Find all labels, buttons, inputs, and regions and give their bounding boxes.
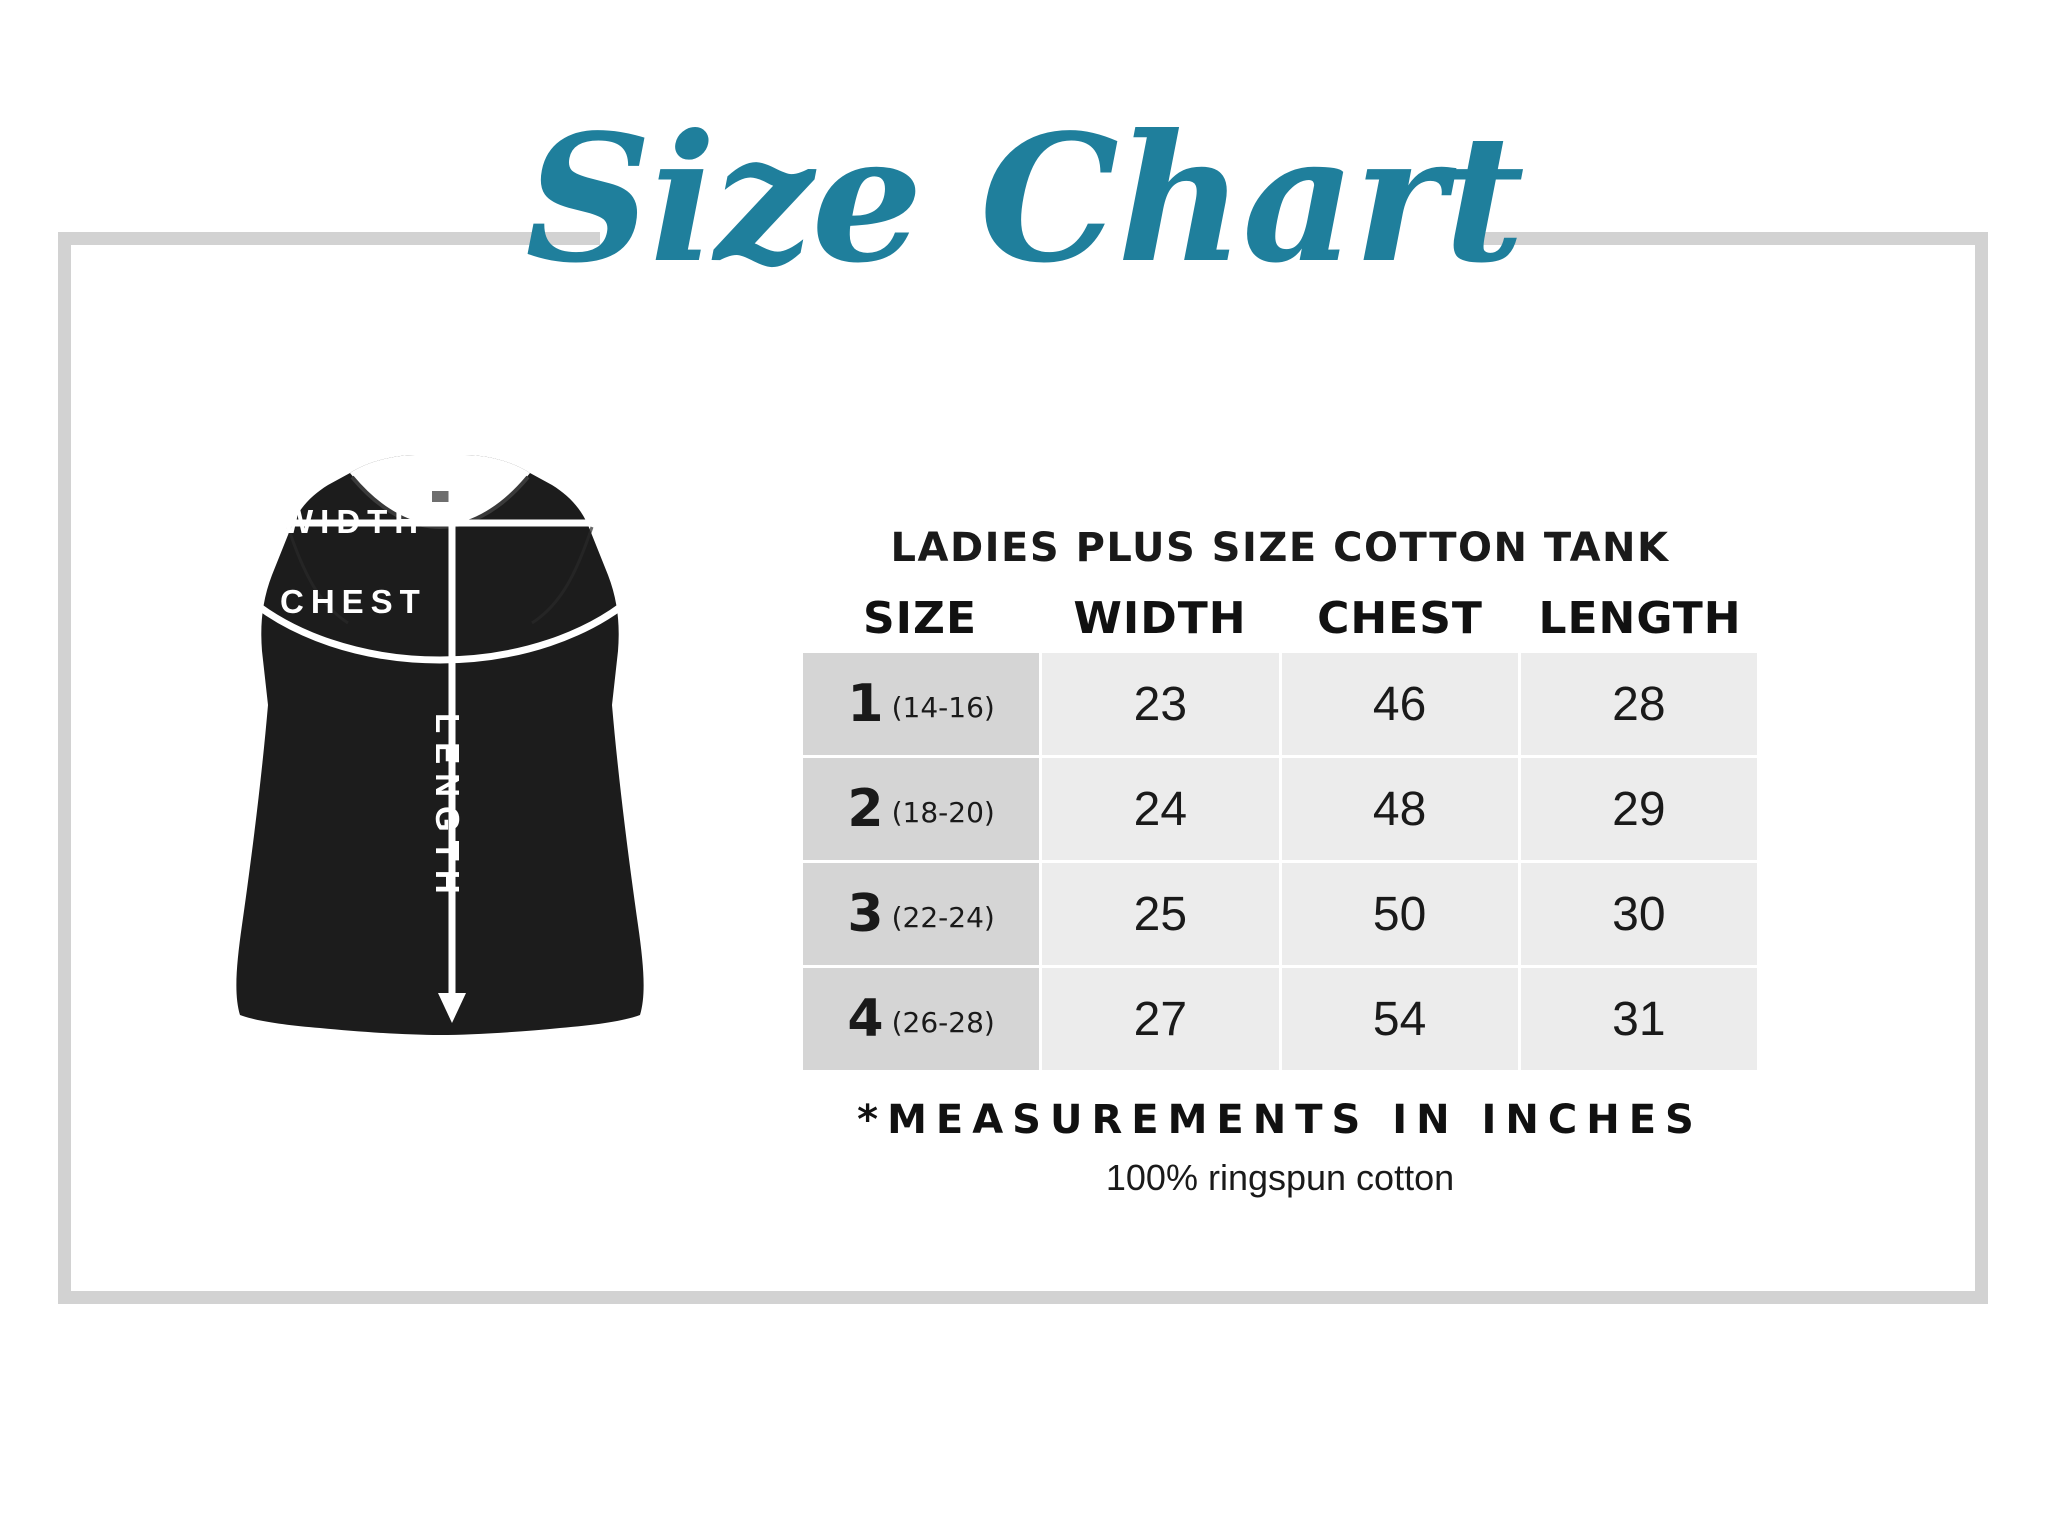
- cell-size: [802, 862, 1041, 967]
- column-header-chest: CHEST: [1317, 593, 1483, 644]
- size-range: (26-28): [891, 1006, 995, 1039]
- column-header-width: WIDTH: [1073, 593, 1247, 644]
- garment-illustration: [200, 455, 680, 1075]
- cell-length: 30: [1519, 862, 1758, 967]
- column-header-size: SIZE: [862, 593, 978, 644]
- size-table: [800, 650, 1760, 1073]
- cell-width: 24: [1041, 757, 1280, 862]
- cell-chest: 46: [1280, 652, 1519, 757]
- cell-size: [802, 967, 1041, 1072]
- label-chest: CHEST: [280, 583, 427, 620]
- cell-width: 25: [1041, 862, 1280, 967]
- cell-length: 31: [1519, 967, 1758, 1072]
- label-length: LENGTH: [429, 713, 466, 903]
- cell-size: [802, 757, 1041, 862]
- table-column-headers: [800, 593, 1760, 650]
- table-row: [802, 967, 1759, 1072]
- cell-length: 29: [1519, 757, 1758, 862]
- size-number: 1: [847, 674, 884, 734]
- size-number: 2: [847, 779, 884, 839]
- cell-chest: 48: [1280, 757, 1519, 862]
- column-header-length: LENGTH: [1538, 593, 1742, 644]
- cell-length: 28: [1519, 652, 1758, 757]
- fabric-note: 100% ringspun cotton: [1105, 1157, 1455, 1198]
- table-title: LADIES PLUS SIZE COTTON TANK: [890, 525, 1670, 571]
- cell-width: 27: [1041, 967, 1280, 1072]
- size-number: 3: [847, 884, 884, 944]
- cell-chest: 54: [1280, 967, 1519, 1072]
- label-width: WIDTH: [282, 503, 426, 540]
- page-title: Size Chart: [525, 97, 1523, 302]
- size-number: 4: [847, 989, 884, 1049]
- cell-chest: 50: [1280, 862, 1519, 967]
- table-row: [802, 862, 1759, 967]
- table-row: [802, 652, 1759, 757]
- cell-width: 23: [1041, 652, 1280, 757]
- cell-size: [802, 652, 1041, 757]
- size-range: (14-16): [891, 691, 995, 724]
- size-table-block: [800, 525, 1760, 1199]
- measurements-note: *MEASUREMENTS IN INCHES: [857, 1097, 1703, 1143]
- size-range: (18-20): [891, 796, 995, 829]
- table-row: [802, 757, 1759, 862]
- size-range: (22-24): [891, 901, 995, 934]
